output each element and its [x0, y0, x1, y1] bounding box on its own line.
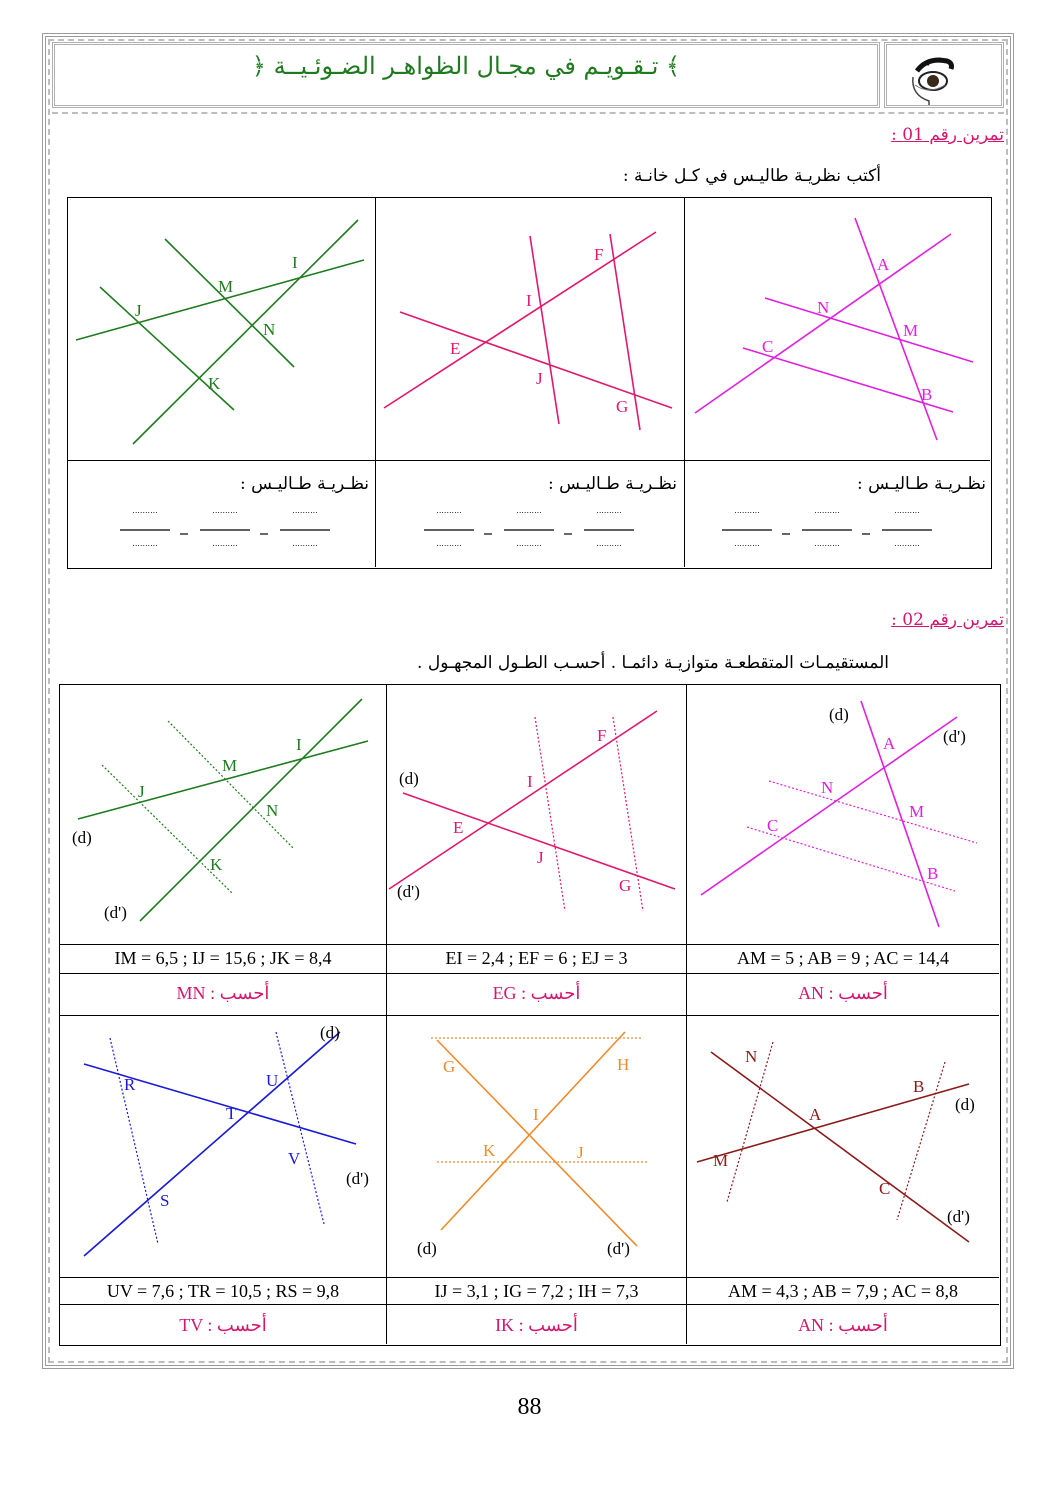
line-label: (d): [829, 705, 849, 724]
line-label: (d): [320, 1023, 340, 1042]
point-label: N: [266, 801, 279, 820]
figure-ex2-blue: [60, 1016, 386, 1277]
point-label: J: [577, 1143, 584, 1162]
point-label: A: [883, 734, 896, 753]
line-label: (d'): [947, 1207, 970, 1226]
line-label: (d'): [943, 727, 966, 746]
point-label: M: [909, 802, 925, 821]
figure-ex1-pink: [376, 198, 684, 460]
exercise2-table: [59, 684, 1001, 1346]
point-label: R: [124, 1075, 136, 1094]
unknown-prompt: MN أحسب :: [176, 983, 270, 1003]
point-label: I: [296, 735, 302, 754]
given-lengths: EI = 2,4 ; EF = 6 ; EJ = 3: [445, 948, 628, 968]
point-label: N: [817, 298, 830, 317]
line-label: (d'): [104, 903, 127, 922]
exercise2-heading: تمرين رقم 02 :: [891, 610, 1004, 630]
thales-label: نظـريـة طـاليـس :: [239, 474, 369, 494]
logo-box: [884, 42, 1004, 108]
point-label: J: [536, 369, 543, 388]
point-label: I: [292, 253, 298, 272]
unknown-prompt: AN أحسب :: [798, 1315, 888, 1335]
line-label: (d'): [346, 1169, 369, 1188]
point-label: B: [921, 385, 933, 404]
exercise1-table: [67, 197, 992, 569]
point-label: B: [913, 1077, 925, 1096]
point-label: F: [597, 726, 607, 745]
line-label: (d'): [397, 882, 420, 901]
point-label: M: [222, 756, 238, 775]
point-label: G: [619, 876, 632, 895]
point-label: C: [767, 816, 779, 835]
page-number: 88: [517, 1394, 542, 1420]
figure-ex2-pink: [387, 685, 686, 944]
figure-ex2-orange: [387, 1016, 686, 1277]
line-label: (d): [72, 828, 92, 847]
point-label: S: [160, 1191, 170, 1210]
unknown-prompt: EG أحسب :: [492, 983, 581, 1003]
figure-ex1-magenta: [685, 198, 991, 460]
point-label: H: [617, 1055, 630, 1074]
unknown-prompt: TV أحسب :: [179, 1315, 267, 1335]
point-label: C: [762, 337, 774, 356]
point-label: A: [877, 255, 890, 274]
point-label: J: [135, 301, 142, 320]
point-label: K: [210, 855, 223, 874]
exercise2-instruction: المستقيمـات المتقطعـة متوازيـة دائمـا . أحسـب الطـول المجهـول .: [417, 653, 889, 673]
line-label: (d): [417, 1239, 437, 1258]
point-label: J: [138, 782, 145, 801]
eye-logo-icon: [887, 45, 1001, 105]
thales-label: نظـريـة طـاليـس :: [856, 474, 986, 494]
unknown-prompt: IK أحسب :: [495, 1315, 578, 1335]
figure-ex2-darkred: [687, 1016, 999, 1277]
thales-fractions: .......... .......... .......... .......... .......... ..........: [734, 506, 920, 548]
point-label: G: [443, 1057, 456, 1076]
point-label: K: [483, 1141, 496, 1160]
point-label: C: [879, 1179, 891, 1198]
point-label: A: [809, 1105, 822, 1124]
line-label: (d'): [607, 1239, 630, 1258]
line-label: (d): [399, 769, 419, 788]
header-separator: [52, 112, 1004, 114]
exercise1-heading: تمرين رقم 01 :: [891, 125, 1004, 145]
point-label: E: [453, 818, 464, 837]
point-label: B: [927, 864, 939, 883]
point-label: N: [745, 1047, 758, 1066]
point-label: I: [533, 1105, 539, 1124]
page-title: ﴿ تـقـويـم في مجـال الظواهـر الضـوئـيــة ﴾: [251, 52, 681, 80]
line-label: (d): [955, 1095, 975, 1114]
given-lengths: UV = 7,6 ; TR = 10,5 ; RS = 9,8: [106, 1281, 340, 1301]
figure-ex2-green: [60, 685, 386, 944]
thales-label: نظـريـة طـاليـس :: [547, 474, 677, 494]
point-label: N: [263, 320, 276, 339]
thales-fractions: .......... .......... .......... .......... .......... ..........: [132, 506, 318, 548]
exercise1-instruction: أكتب نظريـة طاليـس في كـل خانـة :: [622, 166, 881, 186]
point-label: I: [527, 772, 533, 791]
point-label: M: [713, 1151, 729, 1170]
point-label: M: [218, 277, 234, 296]
point-label: K: [208, 374, 221, 393]
given-lengths: IJ = 3,1 ; IG = 7,2 ; IH = 7,3: [434, 1281, 639, 1301]
point-label: I: [526, 291, 532, 310]
figure-ex1-green: [68, 198, 375, 460]
given-lengths: IM = 6,5 ; IJ = 15,6 ; JK = 8,4: [114, 948, 332, 968]
unknown-prompt: AN أحسب :: [798, 983, 888, 1003]
point-label: J: [537, 848, 544, 867]
point-label: U: [266, 1071, 279, 1090]
point-label: V: [288, 1149, 301, 1168]
given-lengths: AM = 4,3 ; AB = 7,9 ; AC = 8,8: [728, 1281, 958, 1301]
point-label: E: [450, 339, 461, 358]
point-label: G: [616, 397, 629, 416]
point-label: N: [821, 778, 834, 797]
figure-ex2-magenta: [687, 685, 999, 944]
thales-fractions: .......... .......... .......... .......... .......... ..........: [436, 506, 622, 548]
given-lengths: AM = 5 ; AB = 9 ; AC = 14,4: [737, 948, 949, 968]
point-label: T: [226, 1104, 237, 1123]
point-label: M: [903, 321, 919, 340]
point-label: F: [594, 245, 604, 264]
